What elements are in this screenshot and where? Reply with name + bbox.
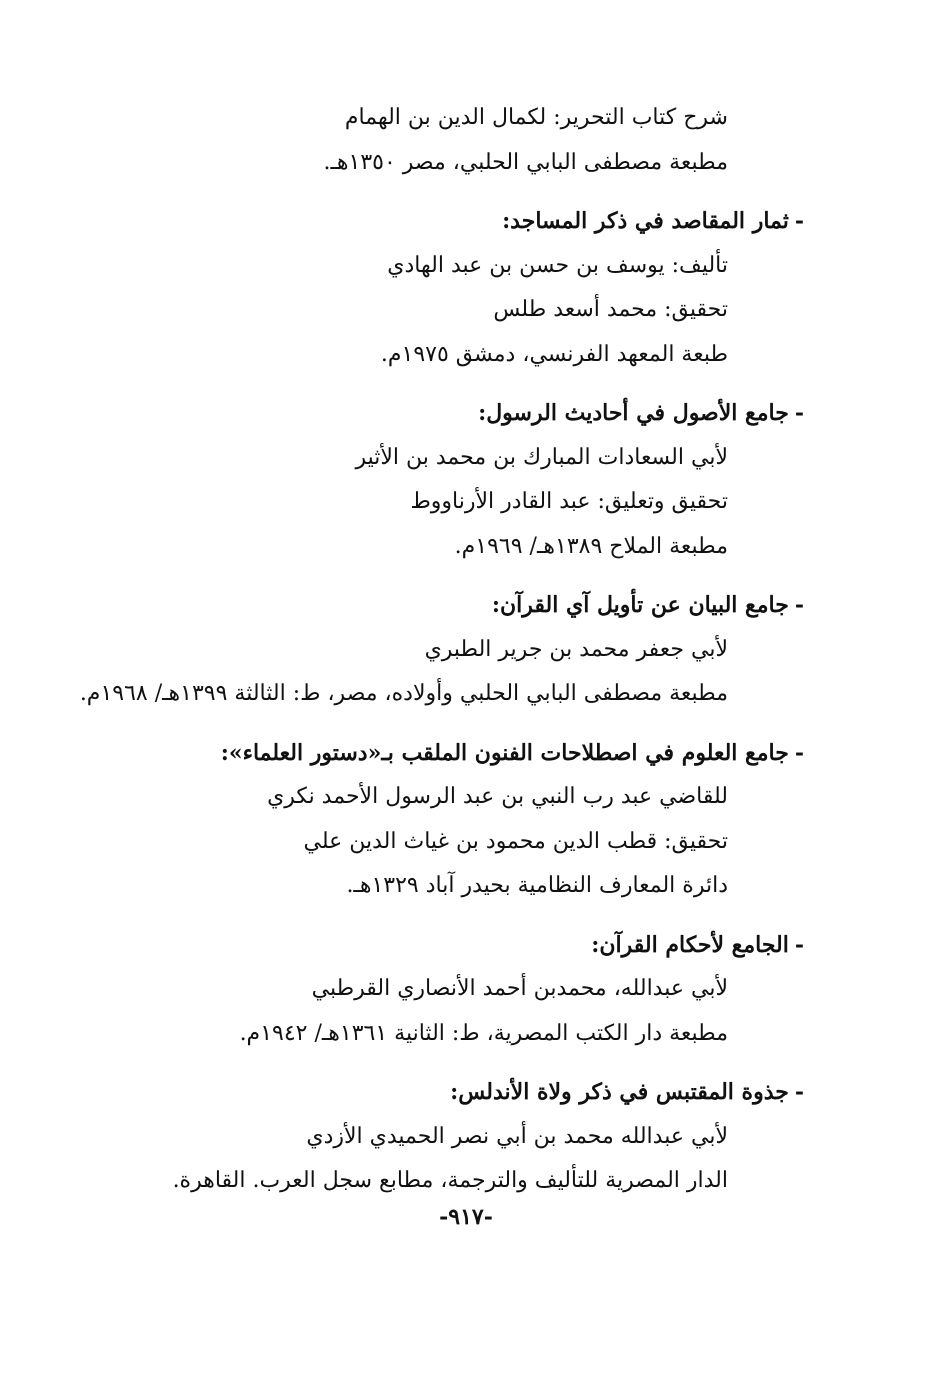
dash-marker: -: [794, 592, 804, 618]
entry-line: مطبعة الملاح ١٣٨٩هـ/ ١٩٦٩م.: [454, 533, 728, 559]
entry-line: لأبي السعادات المبارك بن محمد بن الأثير: [355, 444, 728, 470]
entry-title-text: ثمار المقاصد في ذكر المساجد:: [502, 208, 789, 234]
dash-marker: -: [794, 1079, 804, 1105]
bibliography-entry: [124, 923, 804, 1057]
dash-marker: -: [794, 400, 804, 426]
entry-line: مطبعة دار الكتب المصرية، ط: الثانية ١٣٦١هـ/ ١٩٤٢م.: [239, 1020, 728, 1046]
entry-line: مطبعة مصطفى البابي الحلبي وأولاده، مصر، ط: الثالثة ١٣٩٩هـ/ ١٩٦٨م.: [79, 681, 728, 706]
entry-title-text: الجامع لأحكام القرآن:: [591, 931, 789, 958]
dash-marker: -: [794, 931, 804, 958]
bibliography-entry: [124, 1070, 804, 1204]
entry-line: الدار المصرية للتأليف والترجمة، مطابع سجل العرب. القاهرة.: [172, 1168, 728, 1193]
entry-title: [124, 583, 804, 628]
entry-line: دائرة المعارف النظامية بحيدر آباد ١٣٢٩هـ.: [346, 873, 728, 898]
entry-title-text: جامع الأصول في أحاديث الرسول:: [478, 400, 789, 426]
page-number: -٩١٧-: [439, 1204, 493, 1230]
entry-line: للقاضي عبد رب النبي بن عبد الرسول الأحمد نكري: [267, 784, 728, 809]
intro-line: شرح كتاب التحرير: لكمال الدين بن الهمام: [344, 105, 728, 130]
bibliography-entry: [79, 583, 804, 717]
bibliography-entry: [124, 731, 804, 909]
entry-title: [124, 731, 804, 776]
intro-block: [124, 96, 728, 185]
entry-line: تحقيق: محمد أسعد طلس: [493, 297, 728, 322]
entry-line: طبعة المعهد الفرنسي، دمشق ١٩٧٥م.: [380, 341, 728, 367]
entry-line: لأبي عبدالله، محمدبن أحمد الأنصاري القرطبي: [311, 976, 728, 1001]
entry-title: [124, 1070, 804, 1115]
entry-title-text: جامع البيان عن تأويل آي القرآن:: [491, 592, 789, 618]
entry-line: لأبي عبدالله محمد بن أبي نصر الحميدي الأزدي: [306, 1123, 728, 1149]
entry-title: [124, 199, 804, 244]
entry-title-text: جذوة المقتبس في ذكر ولاة الأندلس:: [450, 1079, 789, 1105]
entry-line: تحقيق: قطب الدين محمود بن غياث الدين علي: [303, 828, 728, 854]
bibliography-entry: [124, 199, 804, 377]
bibliography-entry: [124, 391, 804, 569]
intro-line: مطبعة مصطفى البابي الحلبي، مصر ١٣٥٠هـ.: [323, 149, 728, 175]
entry-line: تأليف: يوسف بن حسن بن عبد الهادي: [387, 252, 728, 278]
entry-title-text: جامع العلوم في اصطلاحات الفنون الملقب بـ«دستور العلماء»:: [220, 739, 789, 766]
entry-title: [124, 923, 804, 968]
dash-marker: -: [794, 208, 804, 234]
entry-line: تحقيق وتعليق: عبد القادر الأرناووط: [410, 489, 728, 514]
dash-marker: -: [794, 739, 804, 766]
entry-title: [124, 391, 804, 436]
entry-line: لأبي جعفر محمد بن جرير الطبري: [424, 636, 728, 662]
bibliography-list: [79, 96, 804, 1204]
